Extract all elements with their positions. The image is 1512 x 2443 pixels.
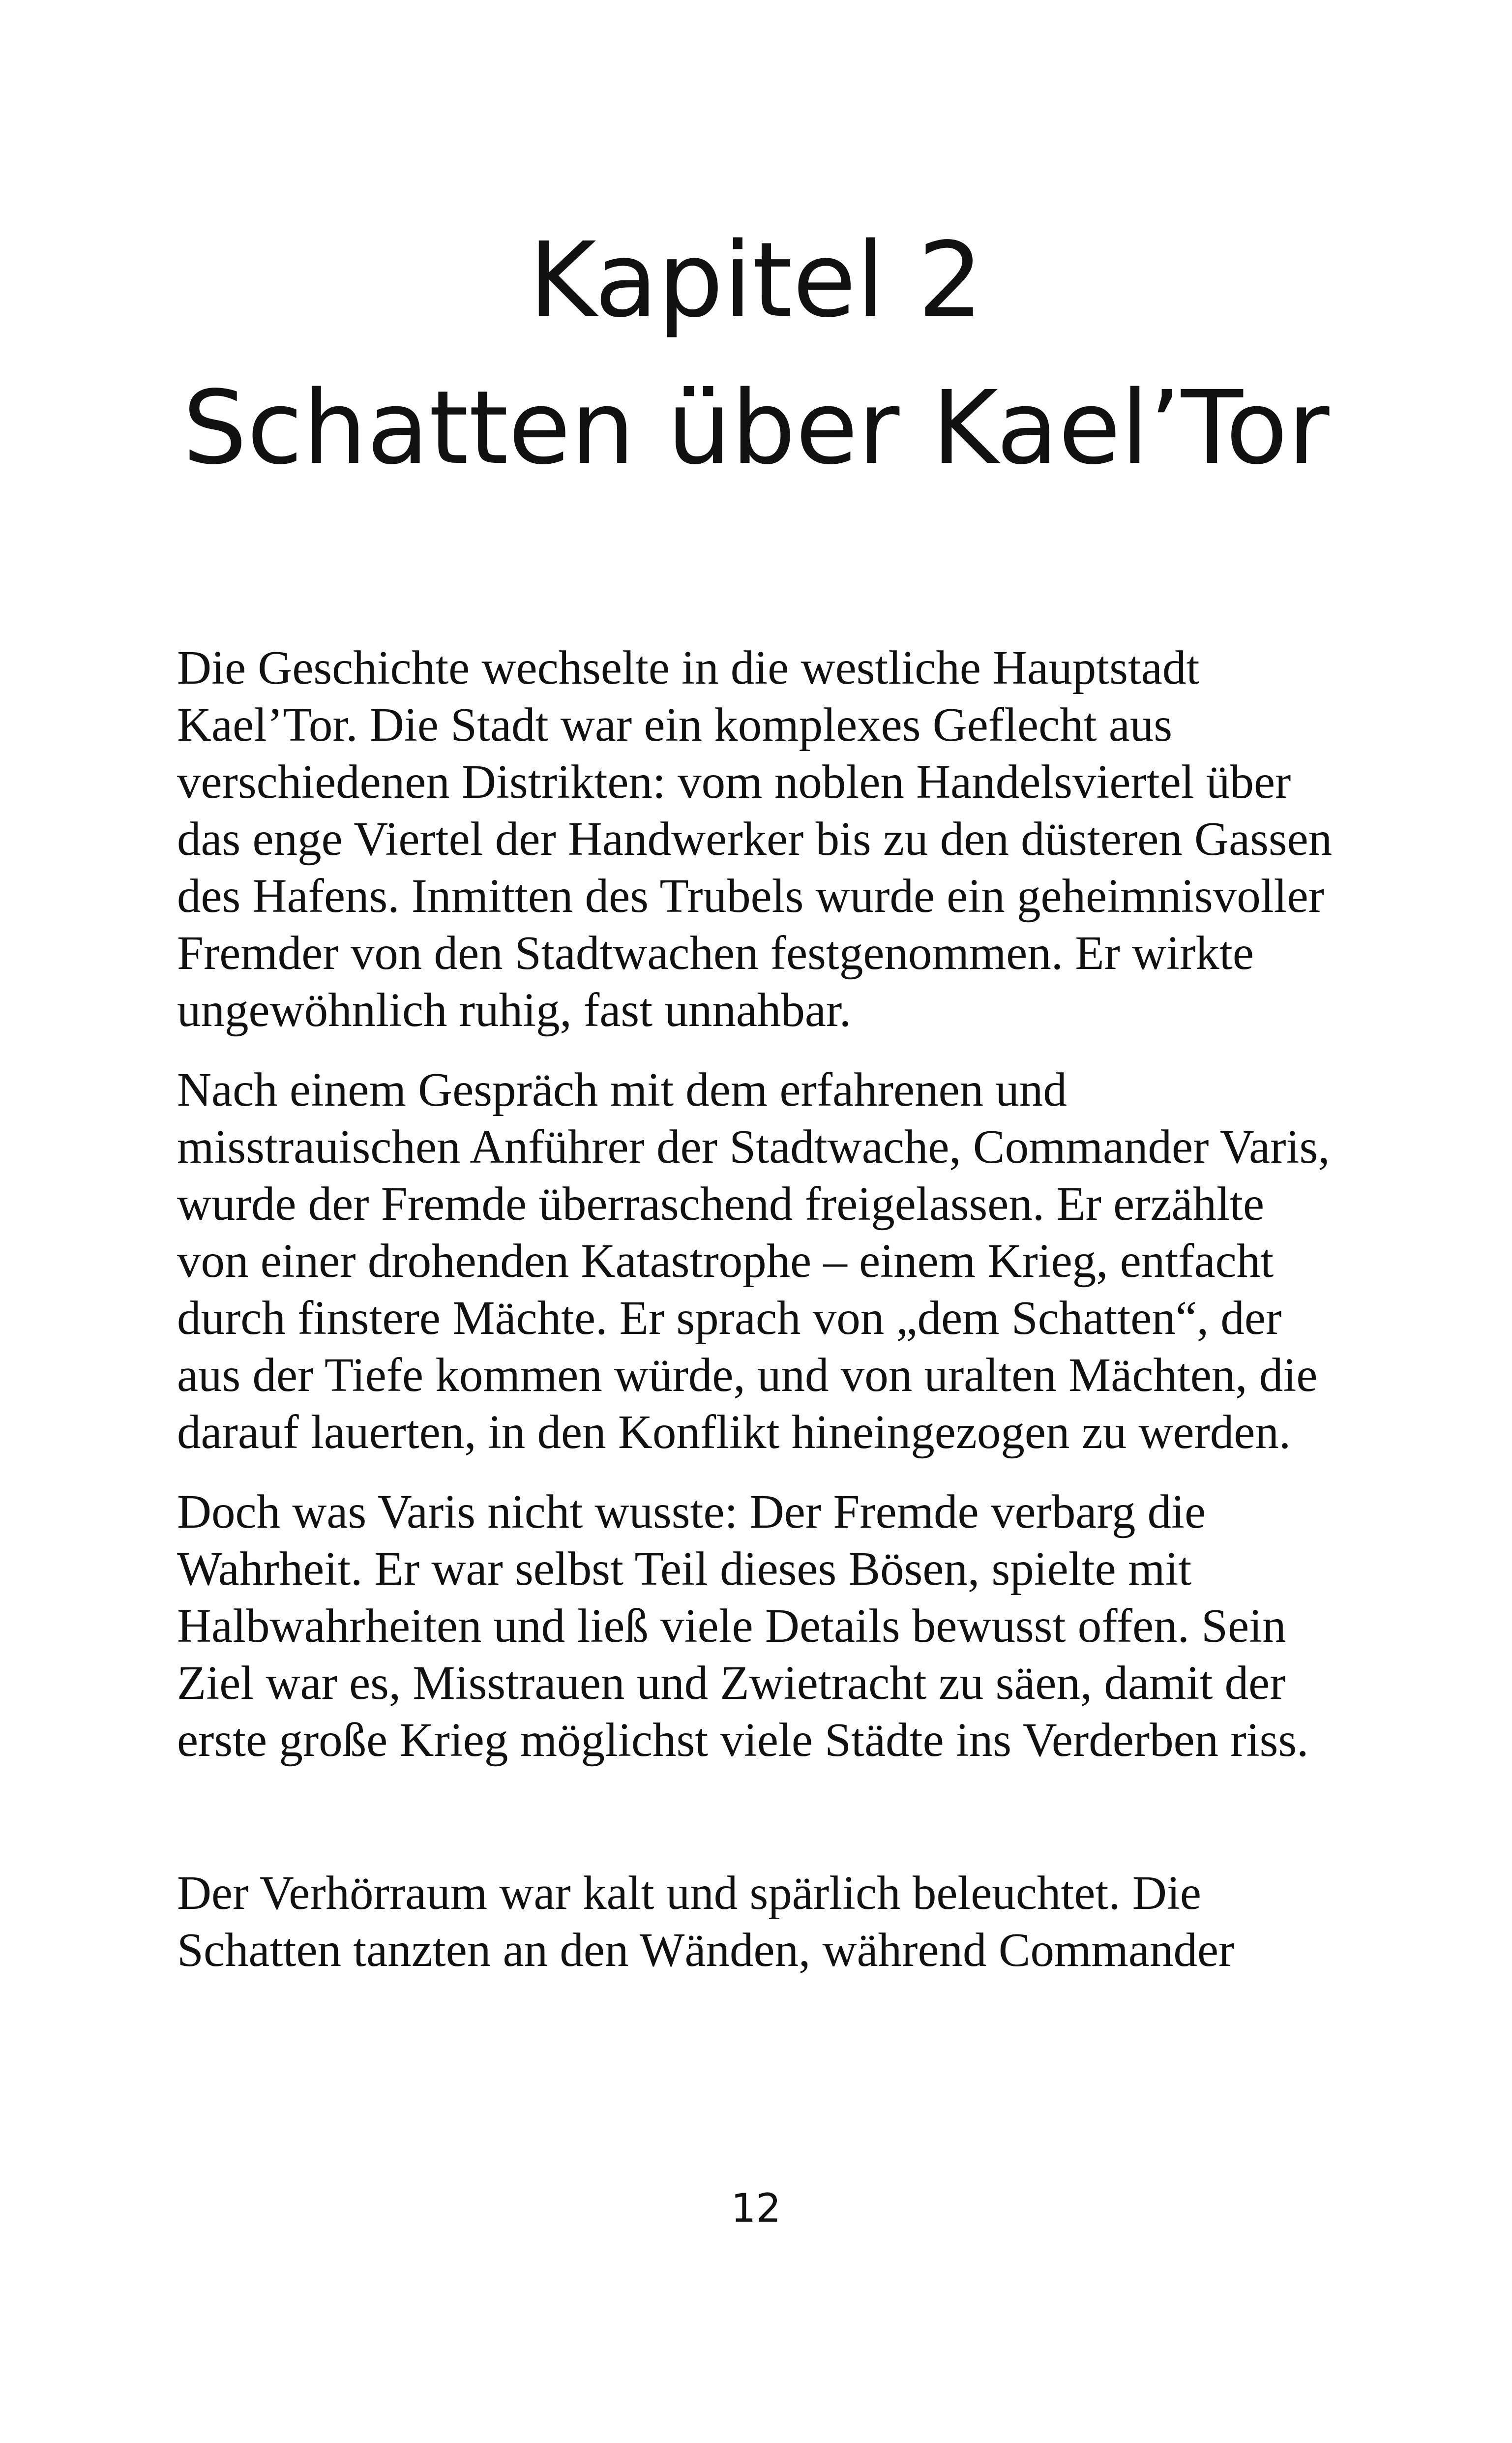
chapter-heading	[0, 207, 1512, 502]
paragraph-4: Der Verhörraum war kalt und spärlich beleuchtet. Die Schatten tanzten an den Wänden, während Commander	[177, 1867, 1235, 1976]
chapter-label: Kapitel 2	[529, 220, 983, 340]
paragraph-1: Die Geschichte wechselte in die westliche Hauptstadt Kael’Tor. Die Stadt war ein komplexes Geflecht aus verschiedenen Distrikten: vom noblen Handelsviertel über das enge Viertel der Handwerker bis zu den düsteren Gassen des Hafens. Inmitten des Trubels wurde ein geheimnisvoller Fremder von den Stadtwachen festgenommen. Er wirkte ungewöhnlich ruhig, fast unnahbar.	[177, 641, 1333, 1036]
chapter-title: Schatten über Kael’Tor	[182, 369, 1330, 487]
page-number: 12	[731, 2185, 781, 2231]
body-text	[177, 639, 1337, 2001]
paragraph-2: Nach einem Gespräch mit dem erfahrenen und misstrauischen Anführer der Stadtwache, Commander Varis, wurde der Fremde überraschend freigelassen. Er erzählte von einer drohenden Katastrophe – einem Krieg, entfacht durch finstere Mächte. Er sprach von „dem Schatten“, der aus der Tiefe kommen würde, und von uralten Mächten, die darauf lauerten, in den Konflikt hineingezogen zu werden.	[177, 1063, 1330, 1458]
paragraph-3: Doch was Varis nicht wusste: Der Fremde verbarg die Wahrheit. Er war selbst Teil dieses Bösen, spielte mit Halbwahrheiten und ließ viele Details bewusst offen. Sein Ziel war es, Misstrauen und Zwietracht zu säen, damit der erste große Krieg möglichst viele Städte ins Verderben riss.	[177, 1485, 1309, 1766]
